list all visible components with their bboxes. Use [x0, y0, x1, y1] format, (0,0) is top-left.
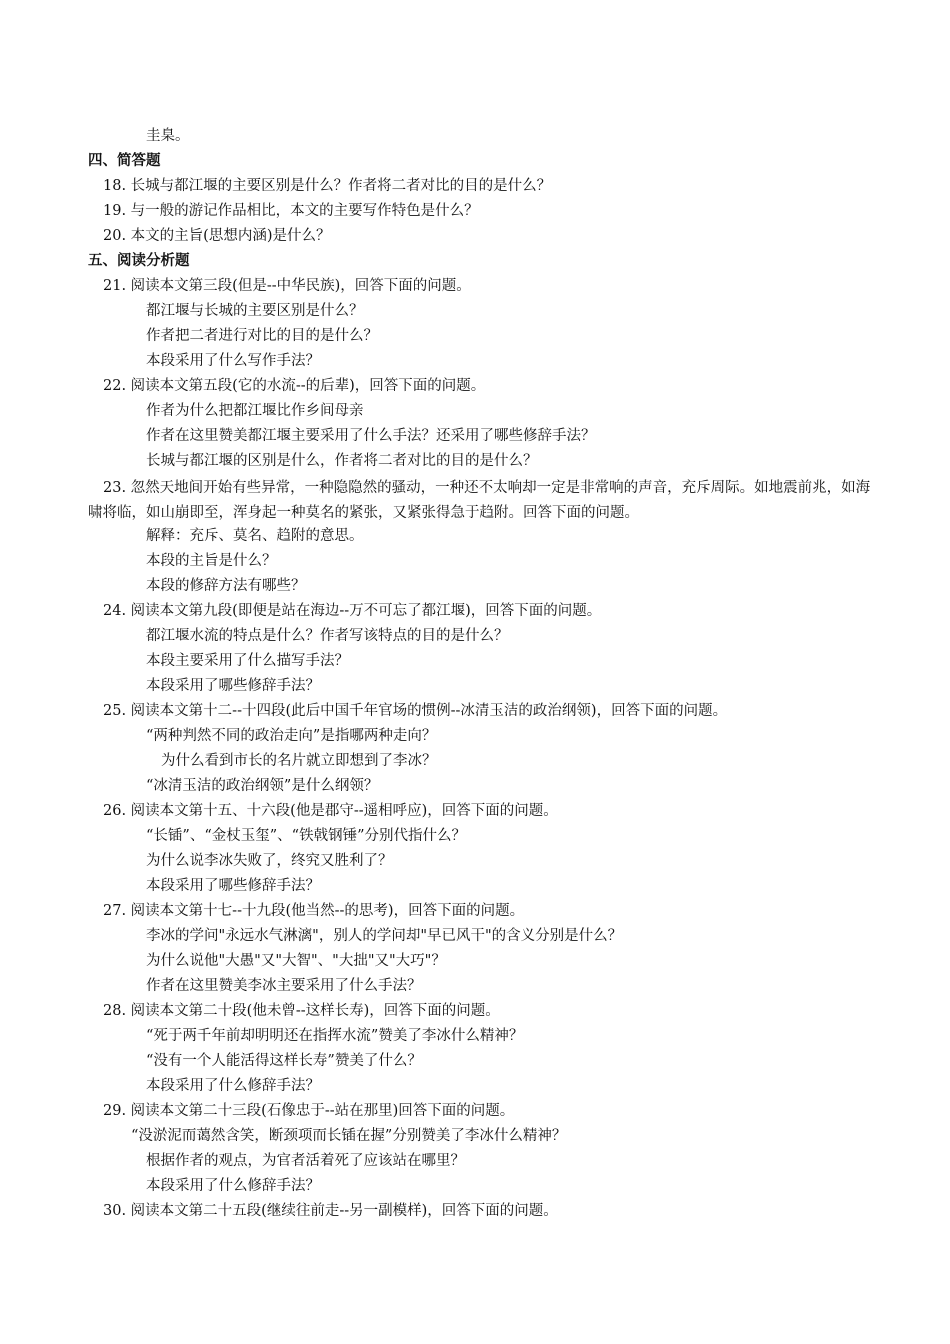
sub-question: 长城与都江堰的区别是什么，作者将二者对比的目的是什么？	[146, 453, 538, 469]
sub-question: 本段主要采用了什么描写手法？	[146, 653, 349, 669]
sub-question: 李冰的学问"永远水气淋漓"，别人的学问却"早已风干"的含义分别是什么？	[146, 928, 623, 944]
sub-question: 为什么说他"大愚"又"大智"、"大拙"又"大巧"？	[146, 953, 446, 969]
sub-question: “死于两千年前却明明还在指挥水流”赞美了李冰什么精神？	[146, 1028, 524, 1044]
text-line: 圭臬。	[146, 128, 190, 144]
sub-question: “两种判然不同的政治走向”是指哪两种走向？	[146, 728, 437, 744]
sub-question: 本段采用了什么写作手法？	[146, 353, 320, 369]
sub-question: 本段的主旨是什么？	[146, 553, 277, 569]
sub-question: “没有一个人能活得这样长寿”赞美了什么？	[146, 1053, 422, 1069]
question-27: 27. 阅读本文第十七--十九段(他当然--的思考)，回答下面的问题。	[103, 903, 525, 919]
sub-question: 为什么说李冰失败了，终究又胜利了？	[146, 853, 393, 869]
question-25: 25. 阅读本文第十二--十四段(此后中国千年官场的惯例--冰清玉洁的政治纲领)，回答下面的问题。	[103, 703, 728, 719]
sub-question: 解释：充斥、莫名、趋附的意思。	[146, 528, 364, 544]
sub-question: 作者把二者进行对比的目的是什么？	[146, 328, 378, 344]
sub-question: 为什么看到市长的名片就立即想到了李冰？	[161, 753, 437, 769]
sub-question: 都江堰与长城的主要区别是什么？	[146, 303, 364, 319]
sub-question: 根据作者的观点，为官者活着死了应该站在哪里？	[146, 1153, 465, 1169]
sub-question: 本段采用了什么修辞手法？	[146, 1178, 320, 1194]
question-26: 26. 阅读本文第十五、十六段(他是郡守--遥相呼应)，回答下面的问题。	[103, 803, 558, 819]
sub-question: 本段采用了什么修辞手法？	[146, 1078, 320, 1094]
question-28: 28. 阅读本文第二十段(他未曾--这样长寿)，回答下面的问题。	[103, 1003, 500, 1019]
sub-question: 作者在这里赞美李冰主要采用了什么手法？	[146, 978, 422, 994]
section-heading-short-answer: 四、简答题	[88, 153, 161, 169]
sub-question: 作者为什么把都江堰比作乡间母亲	[146, 403, 364, 419]
sub-question: 本段采用了哪些修辞手法？	[146, 878, 320, 894]
question-21: 21. 阅读本文第三段(但是--中华民族)，回答下面的问题。	[103, 278, 471, 294]
sub-question: 都江堰水流的特点是什么？作者写该特点的目的是什么？	[146, 628, 509, 644]
question-19: 19. 与一般的游记作品相比，本文的主要写作特色是什么？	[103, 203, 479, 219]
section-heading-reading-analysis: 五、阅读分析题	[88, 253, 190, 269]
question-30: 30. 阅读本文第二十五段(继续往前走--另一副模样)，回答下面的问题。	[103, 1203, 558, 1219]
question-29: 29. 阅读本文第二十三段(石像忠于--站在那里)回答下面的问题。	[103, 1103, 515, 1119]
sub-question: 本段的修辞方法有哪些？	[146, 578, 306, 594]
question-23: 23. 忽然天地间开始有些异常，一种隐隐然的骚动，一种还不太响却一定是非常响的声音，充斥周际。如地震前兆，如海啸将临，如山崩即至，浑身起一种莫名的紧张，又紧张得急于趋附。回答下面的问题。	[88, 480, 871, 521]
sub-question: 作者在这里赞美都江堰主要采用了什么手法？还采用了哪些修辞手法？	[146, 428, 596, 444]
question-22: 22. 阅读本文第五段(它的水流--的后辈)，回答下面的问题。	[103, 378, 486, 394]
sub-question: “长锸”、“金杖玉玺”、“铁戟钢锤”分别代指什么？	[146, 828, 466, 844]
question-20: 20. 本文的主旨(思想内涵)是什么？	[103, 228, 331, 244]
question-24: 24. 阅读本文第九段(即便是站在海边--万不可忘了都江堰)，回答下面的问题。	[103, 603, 602, 619]
sub-question: 本段采用了哪些修辞手法？	[146, 678, 320, 694]
sub-question: “冰清玉洁的政治纲领”是什么纲领？	[146, 778, 379, 794]
question-18: 18. 长城与都江堰的主要区别是什么？作者将二者对比的目的是什么？	[103, 178, 552, 194]
sub-question: “没淤泥而蔼然含笑，断颈项而长锸在握”分别赞美了李冰什么精神？	[131, 1128, 567, 1144]
